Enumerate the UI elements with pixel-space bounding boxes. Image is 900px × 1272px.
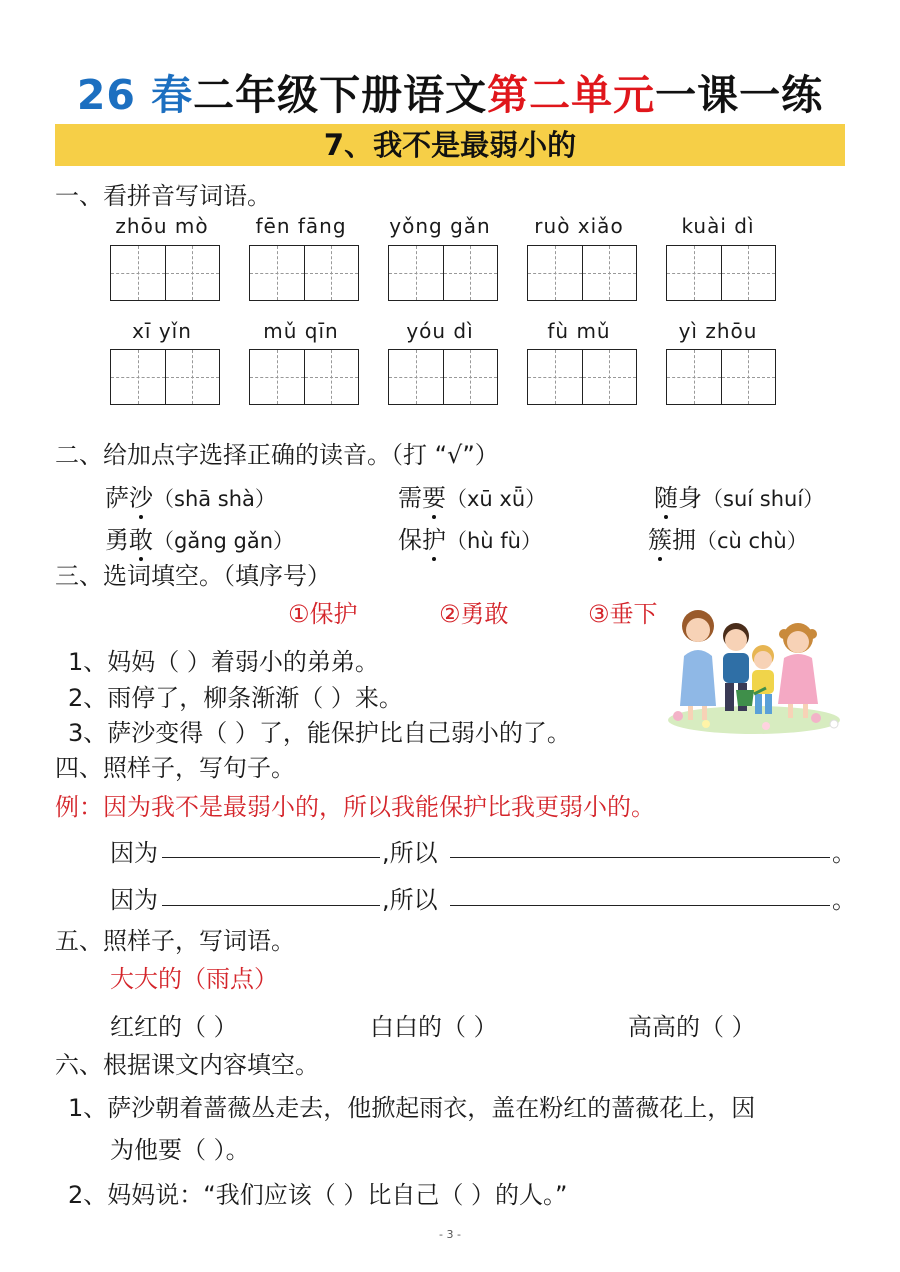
writing-grid[interactable] — [527, 245, 637, 301]
because-label: 因为 — [110, 886, 158, 914]
pronunciation-item[interactable]: 勇敢（gǎng gǎn） — [105, 526, 295, 554]
dotted-char: 要 — [422, 484, 446, 512]
pronunciation-item[interactable]: 保护（hù fù） — [398, 526, 542, 554]
page-title: 26 春二年级下册语文第二单元一课一练 — [76, 71, 824, 119]
dotted-char: 随 — [654, 484, 678, 512]
answer-line[interactable] — [450, 857, 830, 858]
pronunciation-item[interactable]: 需要（xū xǖ） — [398, 484, 547, 512]
answer-line[interactable] — [450, 905, 830, 906]
word-blank[interactable]: 高高的（ ） — [628, 1013, 756, 1041]
pinyin-label: kuài dì — [681, 214, 755, 238]
fill-question[interactable]: 1、妈妈（ ）着弱小的弟弟。 — [68, 648, 379, 676]
word-blank[interactable]: 白白的（ ） — [370, 1013, 498, 1041]
writing-grid[interactable] — [666, 245, 776, 301]
fill-question[interactable]: 2、妈妈说：“我们应该（ ）比自己（ ）的人。” — [68, 1181, 568, 1209]
dotted-char: 沙 — [129, 484, 153, 512]
fill-question[interactable]: 3、萨沙变得（ ）了，能保护比自己弱小的了。 — [68, 719, 571, 747]
section-4-heading: 四、照样子，写句子。 — [55, 754, 295, 782]
answer-line[interactable] — [162, 905, 380, 906]
pinyin-label: ruò xiǎo — [534, 214, 624, 238]
dotted-char: 护 — [422, 526, 446, 554]
answer-line[interactable] — [162, 857, 380, 858]
so-label: ,所以 — [382, 839, 438, 867]
writing-grid[interactable] — [249, 245, 359, 301]
period: 。 — [832, 839, 856, 867]
pronunciation-item[interactable]: 随身（suí shuí） — [654, 484, 825, 512]
fill-question[interactable]: 2、雨停了，柳条渐渐（ ）来。 — [68, 684, 403, 712]
section-1-heading: 一、看拼音写词语。 — [55, 182, 271, 210]
writing-grid[interactable] — [388, 349, 498, 405]
writing-grid[interactable] — [110, 349, 220, 405]
pinyin-label: yóu dì — [406, 319, 474, 343]
word-option: ①保护 — [288, 600, 358, 628]
writing-grid[interactable] — [388, 245, 498, 301]
writing-grid[interactable] — [666, 349, 776, 405]
dotted-char: 敢 — [129, 526, 153, 554]
word-blank[interactable]: 红红的（ ） — [110, 1013, 238, 1041]
pronunciation-item[interactable]: 萨沙（shā shà） — [105, 484, 276, 512]
pinyin-label: fēn fāng — [255, 214, 347, 238]
dotted-char: 簇 — [648, 526, 672, 554]
children-illustration — [666, 598, 842, 734]
pinyin-label: mǔ qīn — [263, 319, 339, 343]
section-6-heading: 六、根据课文内容填空。 — [55, 1051, 319, 1079]
so-label: ,所以 — [382, 886, 438, 914]
pinyin-label: zhōu mò — [115, 214, 209, 238]
word-option: ③垂下 — [588, 600, 658, 628]
pronunciation-item[interactable]: 簇拥（cù chù） — [648, 526, 808, 554]
writing-grid[interactable] — [110, 245, 220, 301]
fill-question-continued[interactable]: 为他要（ ）。 — [110, 1136, 250, 1164]
pinyin-label: xī yǐn — [132, 319, 192, 343]
page-number: - 3 - — [439, 1228, 461, 1241]
fill-question[interactable]: 1、萨沙朝着蔷薇丛走去，他掀起雨衣，盖在粉红的蔷薇花上，因 — [68, 1094, 756, 1122]
writing-grid[interactable] — [249, 349, 359, 405]
pinyin-label: fù mǔ — [547, 319, 611, 343]
lesson-title: 7、我不是最弱小的 — [323, 128, 577, 162]
section-5-heading: 五、照样子，写词语。 — [55, 927, 295, 955]
writing-grid[interactable] — [527, 349, 637, 405]
section-2-heading: 二、给加点字选择正确的读音。（打 “√”） — [55, 441, 499, 469]
section-3-heading: 三、选词填空。（填序号） — [55, 562, 331, 590]
word-option: ②勇敢 — [439, 600, 509, 628]
example-word: 大大的（雨点） — [110, 965, 278, 993]
pinyin-label: yǒng gǎn — [389, 214, 491, 238]
period: 。 — [832, 886, 856, 914]
pinyin-label: yì zhōu — [678, 319, 758, 343]
example-sentence: 例：因为我不是最弱小的，所以我能保护比我更弱小的。 — [55, 793, 655, 821]
because-label: 因为 — [110, 839, 158, 867]
